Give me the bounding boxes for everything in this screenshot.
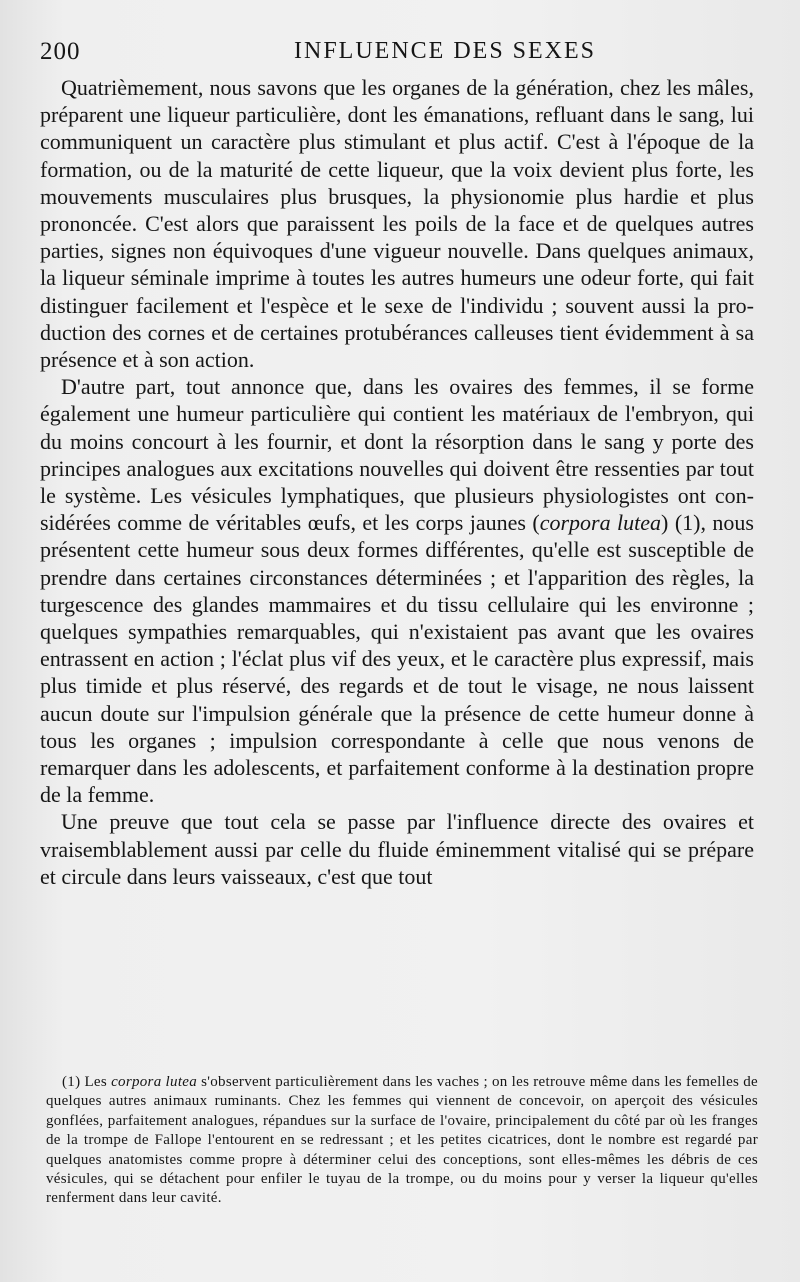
- paragraph-2-italic-term: corpora lutea: [539, 510, 662, 536]
- paragraph-1: [40, 74, 754, 373]
- footnote-text: s'observent particulièrement dans les vaches ; on les retrouve même dans les femelles de quelques autres animaux ruminants. Chez les femmes qui viennent de concevoir, on aperçoit des vésicules gonflées, parfaitement analogues, répandues sur la surface de l'ovaire, principalement du côté par où les franges de la trompe de Fallope l'entourent en se redressant ; et les petites cicatrices, dont le nombre est regardé par quelques anatomistes comme propre à déterminer celui des conceptions, sont elles-mêmes les débris de ces vésicules, qui se détachent pour enfiler le tuyau de la trompe, ou du moins pour y verser la liqueur qu'elles renferment dans leur cavité.: [46, 1074, 758, 1207]
- paragraph-2-text-before: D'autre part, tout annonce que, dans les ovaires des femmes, il se forme également une humeur particulière qui contient les matériaux de l'embryon, qui du moins concourt à les fournir, et dont la résorption dans le sang y porte des principes analogues aux excitations nouvelles qui doivent être ressenties par tout le système. Les vésicules lymphatiques, que plusieurs physiologistes ont considérées comme de véritables œufs, et les corps jaunes (: [40, 374, 754, 536]
- footnote-italic-term: corpora lutea: [111, 1074, 198, 1090]
- body-text: [40, 74, 754, 890]
- page-header: [40, 38, 752, 72]
- paragraph-2-text-after: ) (1), nous présentent cette humeur sous deux formes différentes, qu'elle est susceptible de prendre dans certaines circonstances déterminées ; et l'apparition des règles, la turgescence des glandes mammaires et du tissu cellulaire qui les environne ; quelques sympathies remarquables, qui n'existaient pas avant que les ovaires entrassent en action ; l'éclat plus vif des yeux, et le caractère plus expressif, mais plus timide et plus réservé, des regards et de tout le visage, ne nous laissent aucun doute sur l'impulsion générale que la présence de cette humeur donne à tous les organes ; impulsion correspondante à celle que nous venons de remarquer dans les adolescents, et parfaitement conforme à la destination propre de la femme.: [40, 510, 754, 808]
- footnote-marker: (1): [62, 1074, 81, 1090]
- page-number: 200: [40, 38, 81, 65]
- footnote-lead: Les: [80, 1074, 112, 1090]
- paragraph-1-text: Quatrièmement, nous savons que les organes de la génération, chez les mâles, préparent une liqueur particulière, dont les émanations, refluant dans le sang, lui communiquent un caractère plus stimulant et plus actif. C'est à l'époque de la formation, ou de la maturité de cette liqueur, que la voix devient plus forte, les mouvements musculaires plus brusques, la physionomie plus hardie et plus prononcée. C'est alors que paraissent les poils de la face et de quelques autres parties, signes non équivoques d'une vigueur nouvelle. Dans quelques animaux, la liqueur séminale imprime à toutes les autres humeurs une odeur forte, qui fait distinguer facilement et l'espèce et le sexe de l'individu ; souvent aussi la production des cornes et de certaines protubérances calleuses tient évidemment à sa présence et à son action.: [40, 75, 754, 373]
- running-head: INFLUENCE DES SEXES: [294, 38, 597, 64]
- paragraph-2: [40, 373, 754, 808]
- footnote: [46, 1073, 758, 1209]
- paragraph-3: [40, 808, 754, 890]
- paragraph-3-text: Une preuve que tout cela se passe par l'influence directe des ovaires et vraisemblablement aussi par celle du fluide éminemment vitalisé qui se prépare et circule dans leurs vaisseaux, c'est que tout: [40, 809, 754, 889]
